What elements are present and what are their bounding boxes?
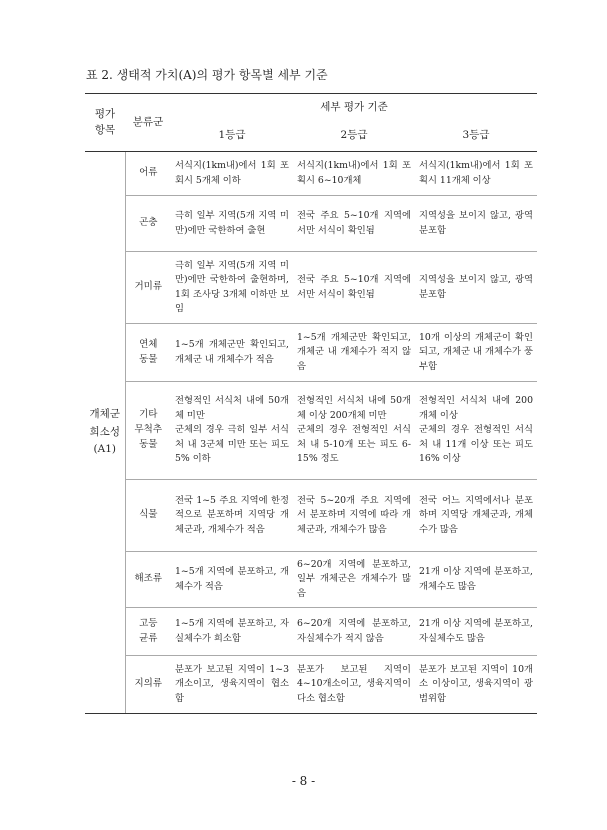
grade-2-cell: 전국 5~20개 주요 지역에서 분포하며 지역에 따라 개체군과, 개체수가 많음 <box>293 480 415 552</box>
grade-3-cell: 전형적인 서식처 내에 200개체 이상 군체의 경우 전형적인 서식처 내 11개 이상 또는 피도 16% 이상 <box>415 382 537 480</box>
table-row <box>85 196 537 252</box>
grade-2-cell: 6~20개 지역에 분포하고, 일부 개체군은 개체수가 많음 <box>293 552 415 608</box>
grade-3-cell: 지역성을 보이지 않고, 광역 분포함 <box>415 252 537 324</box>
grade-2-cell: 전국 주요 5~10개 지역에서만 서식이 확인됨 <box>293 252 415 324</box>
grade-2-cell: 서식지(1km내)에서 1회 포획시 6~10개체 <box>293 152 415 196</box>
group-label: 연체 동물 <box>125 324 171 382</box>
grade-3-cell: 21개 이상 지역에 분포하고, 자실체수도 많음 <box>415 608 537 656</box>
group-label: 곤충 <box>125 196 171 252</box>
grade-3-cell: 서식지(1km내)에서 1회 포획시 11개체 이상 <box>415 152 537 196</box>
grade-1-cell: 전형적인 서식처 내에 50개체 미만 군체의 경우 극히 일부 서식처 내 3군체 미만 또는 피도 5% 이하 <box>171 382 293 480</box>
header-detail: 세부 평가 기준 <box>171 94 537 120</box>
grade-3-cell: 분포가 보고된 지역이 10개소 이상이고, 생육지역이 광범위함 <box>415 656 537 714</box>
header-group: 분류군 <box>125 94 171 152</box>
category-label: 개체군 희소성 (A1) <box>85 152 125 714</box>
table-row <box>85 324 537 382</box>
header-eval-item: 평가 항목 <box>85 94 125 152</box>
table-row <box>85 608 537 656</box>
grade-1-cell: 전국 1~5 주요 지역에 한정적으로 분포하며 지역당 개체군과, 개체수가 적음 <box>171 480 293 552</box>
table-row <box>85 656 537 714</box>
grade-3-cell: 지역성을 보이지 않고, 광역 분포함 <box>415 196 537 252</box>
grade-3-cell: 21개 이상 지역에 분포하고, 개체수도 많음 <box>415 552 537 608</box>
grade-1-cell: 극히 일부 지역(5개 지역 미만)에만 국한하여 출현하며, 1회 조사당 3개체 이하만 보임 <box>171 252 293 324</box>
table-row <box>85 480 537 552</box>
grade-2-cell: 분포가 보고된 지역이 4~10개소이고, 생육지역이 다소 협소함 <box>293 656 415 714</box>
grade-3-cell: 10개 이상의 개체군이 확인되고, 개체군 내 개체수가 풍부함 <box>415 324 537 382</box>
grade-1-cell: 1~5개 지역에 분포하고, 자실체수가 희소함 <box>171 608 293 656</box>
grade-2-cell: 1~5개 개체군만 확인되고, 개체군 내 개체수가 적지 않음 <box>293 324 415 382</box>
grade-1-cell: 분포가 보고된 지역이 1~3개소이고, 생육지역이 협소함 <box>171 656 293 714</box>
header-grade-3: 3등급 <box>415 120 537 152</box>
group-label: 기타 무척추 동물 <box>125 382 171 480</box>
group-label: 거미류 <box>125 252 171 324</box>
grade-2-cell: 6~20개 지역에 분포하고, 자실체수가 적지 않음 <box>293 608 415 656</box>
table-row <box>85 152 537 196</box>
group-label: 고등 균류 <box>125 608 171 656</box>
table-row <box>85 252 537 324</box>
grade-1-cell: 극히 일부 지역(5개 지역 미만)에만 국한하여 출현 <box>171 196 293 252</box>
table-row <box>85 382 537 480</box>
group-label: 지의류 <box>125 656 171 714</box>
grade-1-cell: 1~5개 지역에 분포하고, 개체수가 적음 <box>171 552 293 608</box>
group-label: 식물 <box>125 480 171 552</box>
group-label: 해조류 <box>125 552 171 608</box>
table-row <box>85 552 537 608</box>
criteria-table <box>85 93 537 714</box>
header-grade-1: 1등급 <box>171 120 293 152</box>
table-caption: 표 2. 생태적 가치(A)의 평가 항목별 세부 기준 <box>86 68 328 82</box>
header-grade-2: 2등급 <box>293 120 415 152</box>
grade-2-cell: 전형적인 서식처 내에 50개체 이상 200개체 미만 군체의 경우 전형적인 서식처 내 5-10개 또는 피도 6-15% 정도 <box>293 382 415 480</box>
grade-1-cell: 1~5개 개체군만 확인되고, 개체군 내 개체수가 적음 <box>171 324 293 382</box>
group-label: 어류 <box>125 152 171 196</box>
grade-1-cell: 서식지(1km내)에서 1회 포회시 5개체 이하 <box>171 152 293 196</box>
page-number: - 8 - <box>291 774 316 788</box>
grade-3-cell: 전국 어느 지역에서나 분포하며 지역당 개체군과, 개체수가 많음 <box>415 480 537 552</box>
grade-2-cell: 전국 주요 5~10개 지역에서만 서식이 확인됨 <box>293 196 415 252</box>
